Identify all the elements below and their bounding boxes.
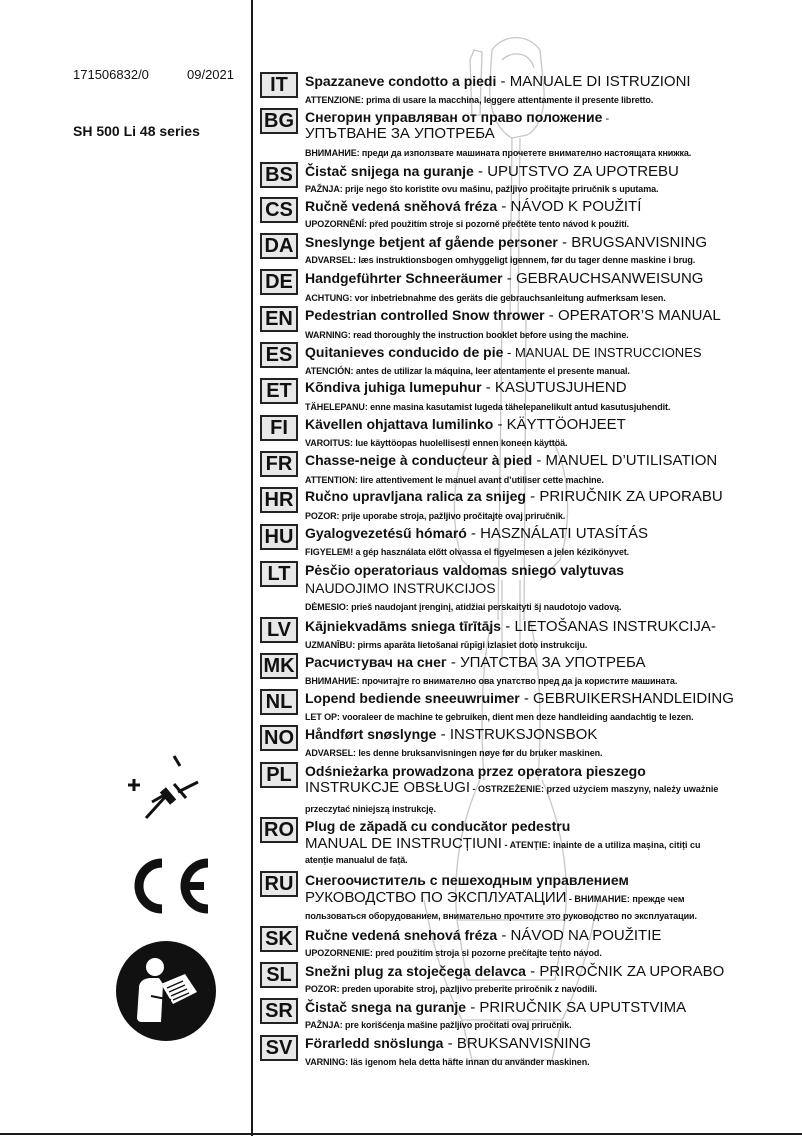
entry-title-line — [305, 73, 691, 90]
language-code-badge: EN — [260, 306, 298, 332]
entry-subtitle: GEBRAUCHSANWEISUNG — [515, 270, 704, 287]
language-code-badge: NO — [260, 725, 298, 751]
entry-separator: - — [436, 726, 450, 743]
entry-title: Chasse-neige à conducteur à pied — [305, 452, 533, 468]
entry-title-line — [305, 763, 646, 779]
entry-warning: VAROITUS: lue käyttöopas huolellisesti ennen koneen käyttöä. — [305, 438, 568, 448]
entry-subtitle: NAUDOJIMO INSTRUKCIJOS — [305, 580, 496, 596]
entry-warning-inline: OSTRZEŻENIE: przed użyciem maszyny, należy uważnie — [478, 784, 719, 794]
entry-warning: ADVARSEL: læs instruktionsbogen omhyggeligt igennem, før du tager denne maskine i brug. — [305, 255, 696, 265]
language-code-badge: CS — [260, 197, 298, 223]
entry-subtitle: РУКОВОДСТВО ПО ЭКСПЛУАТАЦИИ — [305, 889, 567, 906]
language-code-badge: ET — [260, 378, 298, 404]
entry-separator: - — [501, 840, 510, 850]
entry-subtitle: УПАТСТВА ЗА УПОТРЕБА — [460, 654, 646, 671]
entry-title-line — [305, 963, 724, 980]
entry-title: Sneslynge betjent af gående personer — [305, 234, 558, 250]
entry-title: Pėsčio operatoriaus valdomas sniego valytuvas — [305, 562, 625, 578]
entry-subtitle: NÁVOD K POUŽITÍ — [510, 198, 642, 215]
language-code-badge: PL — [260, 762, 298, 788]
entry-title-line — [305, 198, 641, 215]
entry-separator: - — [473, 163, 488, 180]
entry-subtitle: BRUGSANVISNING — [571, 234, 708, 251]
entry-separator: - — [493, 416, 507, 433]
entry-subtitle: MANUALE DI ISTRUZIONI — [509, 73, 691, 90]
entry-title: Snežni plug za stoječega delavca — [305, 963, 526, 979]
entry-separator: - — [544, 307, 558, 324]
entry-subtitle: LIETOŠANAS INSTRUKCIJA- — [514, 618, 716, 635]
language-code-badge: NL — [260, 689, 298, 715]
entry-warning: ADVARSEL: les denne bruksanvisningen nøye før du bruker maskinen. — [305, 748, 603, 758]
entry-separator: - — [501, 618, 515, 635]
entry-subtitle-line — [305, 780, 718, 797]
entry-subtitle-line — [305, 890, 685, 907]
language-code-badge: FI — [260, 415, 298, 441]
entry-title-line — [305, 927, 661, 944]
model-name: SH 500 Li 48 series — [73, 123, 200, 139]
entry-title: Ručně vedená sněhová fréza — [305, 198, 498, 214]
entry-title-line — [305, 818, 570, 834]
entry-subtitle: KÄYTTÖOHJEET — [506, 416, 626, 433]
read-manual-icon — [115, 940, 217, 1042]
entry-warning: UPOZORNĚNÍ: před použitím stroje si pozorně přečtěte tento návod k použití. — [305, 219, 630, 229]
entry-separator: - — [532, 452, 546, 469]
entry-subtitle: GEBRUIKERSHANDLEIDING — [533, 690, 734, 707]
entry-title: Снегоочиститель с пешеходным управлением — [305, 872, 629, 888]
document-date: 09/2021 — [187, 67, 234, 82]
entry-title-line — [305, 234, 707, 251]
entry-separator: - — [503, 345, 515, 360]
entry-title: Förarledd snöslunga — [305, 1035, 444, 1051]
language-code-badge: ES — [260, 342, 298, 368]
entry-subtitle: PRIROČNIK ZA UPORABO — [539, 963, 725, 980]
entry-separator: - — [525, 488, 540, 505]
entry-title: Plug de zăpadă cu conducător pedestru — [305, 818, 571, 834]
ce-mark-icon — [124, 855, 214, 917]
entry-warning: ВНИМАНИЕ: прочитајте го внимателно ова упатство пред да ја користите машината. — [305, 676, 678, 686]
entry-title: Čistač snega na guranje — [305, 999, 467, 1015]
entry-title-line — [305, 562, 624, 578]
language-code-badge: SR — [260, 998, 298, 1024]
entry-warning: PAŽNJA: prije nego što koristite ovu mašinu, pažljivo pročitajte priručnik s uputama. — [305, 184, 659, 194]
entry-title: Kõndiva juhiga lumepuhur — [305, 379, 482, 395]
entry-warning: przeczytać niniejszą instrukcję. — [305, 804, 436, 814]
entry-title: Čistač snijega na guranje — [305, 163, 474, 179]
entry-title-line — [305, 344, 702, 361]
entry-warning: WARNING: read thoroughly the instruction booklet before using the machine. — [305, 330, 629, 340]
language-code-badge: RO — [260, 817, 298, 843]
entry-title: Kājniekvadāms sniega tīrītājs — [305, 618, 502, 634]
entry-warning: PAŽNJA: pre korišćenja mašine pažljivo pročitati ovaj priručnik. — [305, 1020, 572, 1030]
entry-subtitle: PRIRUČNIK ZA UPORABU — [539, 488, 723, 505]
language-code-badge: HU — [260, 524, 298, 550]
entry-warning: ВНИМАНИЕ: преди да използвате машината прочетете внимателно настоящата книжка. — [305, 148, 692, 158]
entry-separator: - — [525, 963, 540, 980]
language-code-badge: MK — [260, 653, 298, 679]
entry-title-line — [305, 999, 686, 1016]
entry-subtitle: INSTRUKSJONSBOK — [449, 726, 598, 743]
entry-separator: - — [519, 690, 534, 707]
entry-separator: - — [497, 927, 511, 944]
entry-title-line — [305, 270, 703, 287]
entry-title-line — [305, 488, 723, 505]
entry-subtitle: NÁVOD NA POUŽITIE — [510, 927, 662, 944]
entry-subtitle: PRIRUČNIK SA UPUTSTVIMA — [479, 999, 687, 1016]
entry-title-line — [305, 525, 648, 542]
entry-title: Gyalogvezetésű hómaró — [305, 525, 467, 541]
entry-separator: - — [466, 525, 481, 542]
vertical-divider — [251, 0, 253, 1136]
entry-warning: ATTENTION: lire attentivement le manuel avant d’utiliser cette machine. — [305, 475, 604, 485]
entry-title: Handgeführter Schneeräumer — [305, 270, 503, 286]
entry-title: Odśnieżarka prowadzona przez operatora pieszego — [305, 763, 646, 779]
entry-title: Lopend bediende sneeuwruimer — [305, 690, 520, 706]
entry-title-line — [305, 872, 629, 888]
entry-title: Ručne vedená snehová fréza — [305, 927, 498, 943]
language-code-badge: LV — [260, 617, 298, 643]
entry-subtitle: MANUAL DE INSTRUCȚIUNI — [305, 835, 502, 852]
entry-separator: - — [443, 1035, 457, 1052]
entry-separator: - — [466, 999, 480, 1016]
entry-title-line — [305, 416, 626, 433]
entry-warning-inline: ВНИМАНИЕ: прежде чем — [574, 894, 685, 904]
entry-title: Kävellen ohjattava lumilinko — [305, 416, 494, 432]
entry-warning: ATTENZIONE: prima di usare la macchina, leggere attentamente il presente libretto. — [305, 95, 654, 105]
entry-separator: - — [557, 234, 572, 251]
entry-title: Håndført snøslynge — [305, 726, 437, 742]
entry-title: Ručno upravljana ralica za snijeg — [305, 488, 526, 504]
entry-warning: POZOR: preden uporabite stroj, pazljivo preberite priročnik z navodili. — [305, 984, 597, 994]
entry-separator: - — [481, 379, 495, 396]
bottom-rule — [0, 1133, 802, 1135]
entry-warning: LET OP: vooraleer de machine te gebruiken, dient men deze handleiding aandachtig te lezen. — [305, 712, 694, 722]
entry-subtitle: OPERATOR’S MANUAL — [557, 307, 721, 324]
language-code-badge: SL — [260, 962, 298, 988]
entry-title-line — [305, 163, 679, 180]
language-code-badge: IT — [260, 72, 298, 98]
entry-subtitle: MANUAL DE INSTRUCCIONES — [514, 345, 702, 360]
language-code-badge: RU — [260, 871, 298, 897]
entry-separator: - — [496, 73, 510, 90]
entry-title: Расчистувач на снег — [305, 654, 447, 670]
entry-subtitle-line — [305, 836, 701, 853]
entry-subtitle: MANUEL D’UTILISATION — [545, 452, 718, 469]
entry-warning: DĖMESIO: prieš naudojant įrenginį, atidžiai perskaityti šį naudotojo vadovą. — [305, 602, 622, 612]
entry-warning-inline: ATENȚIE: înainte de a utiliza mașina, citiți cu — [509, 840, 701, 850]
entry-subtitle: УПЪТВАНЕ ЗА УПОТРЕБА — [305, 125, 495, 142]
entry-title: Снегорин управляван от право положение — [305, 109, 603, 125]
entry-title: Spazzaneve condotto a piedi — [305, 73, 497, 89]
document-code-line — [73, 67, 234, 82]
entry-separator: - — [497, 198, 511, 215]
language-code-badge: BG — [260, 108, 298, 134]
entry-warning: UZMANĪBU: pirms aparāta lietošanai rūpīgi izlasiet doto instrukciju. — [305, 640, 588, 650]
entry-title-line — [305, 654, 645, 671]
language-code-badge: DE — [260, 269, 298, 295]
language-code-badge: DA — [260, 233, 298, 259]
entry-title-line — [305, 1035, 591, 1052]
entry-subtitle: BRUKSANVISNING — [456, 1035, 592, 1052]
entry-warning: TÄHELEPANU: enne masina kasutamist lugeda tähelepanelikult antud kasutusjuhendit. — [305, 402, 671, 412]
entry-title-line — [305, 452, 717, 469]
entry-warning: FIGYELEM! a gép használata előtt olvassa el figyelmesen a jelen kézikönyvet. — [305, 547, 630, 557]
entry-title-line — [305, 618, 716, 635]
entry-title-line — [305, 690, 734, 707]
entry-warning: UPOZORNENIE: pred použitím stroja si pozorne prečítajte tento návod. — [305, 948, 602, 958]
language-code-badge: HR — [260, 487, 298, 513]
entry-separator: - — [566, 894, 575, 904]
entry-separator: - — [502, 270, 516, 287]
document-code: 171506832/0 — [73, 67, 149, 82]
entry-title-line — [305, 726, 597, 743]
entry-warning: пользоваться оборудованием, внимательно прочтите это руководство по эксплуатации. — [305, 911, 697, 921]
language-code-badge: SV — [260, 1035, 298, 1061]
language-code-badge: LT — [260, 561, 298, 587]
entry-subtitle: KASUTUSJUHEND — [494, 379, 627, 396]
entry-subtitle: INSTRUKCJE OBSŁUGI — [305, 779, 471, 796]
entry-title: Pedestrian controlled Snow thrower — [305, 307, 545, 323]
entry-separator: - — [446, 654, 461, 671]
entry-separator: - — [470, 784, 479, 794]
battery-polarity-icon — [122, 752, 204, 824]
entry-title-line — [305, 307, 721, 324]
language-code-badge: SK — [260, 926, 298, 952]
entry-warning: POZOR: prije uporabe stroja, pažljivo pročitajte ovaj priručnik. — [305, 511, 566, 521]
entry-warning: ATENCIÓN: antes de utilizar la máquina, leer atentamente el presente manual. — [305, 366, 630, 376]
entry-subtitle: HASZNÁLATI UTASÍTÁS — [480, 525, 648, 542]
entry-warning: ACHTUNG: vor inbetriebnahme des geräts die gebrauchsanleitung aufmerksam lesen. — [305, 293, 666, 303]
entry-subtitle: UPUTSTVO ZA UPOTREBU — [487, 163, 679, 180]
entry-title-line — [305, 379, 627, 396]
entry-title: Quitanieves conducido de pie — [305, 344, 504, 360]
language-code-badge: BS — [260, 162, 298, 188]
entry-warning: atenție manualul de față. — [305, 855, 408, 865]
entry-separator: - — [602, 113, 610, 125]
language-code-badge: FR — [260, 451, 298, 477]
entry-warning: VARNING: läs igenom hela detta häfte innan du använder maskinen. — [305, 1057, 590, 1067]
